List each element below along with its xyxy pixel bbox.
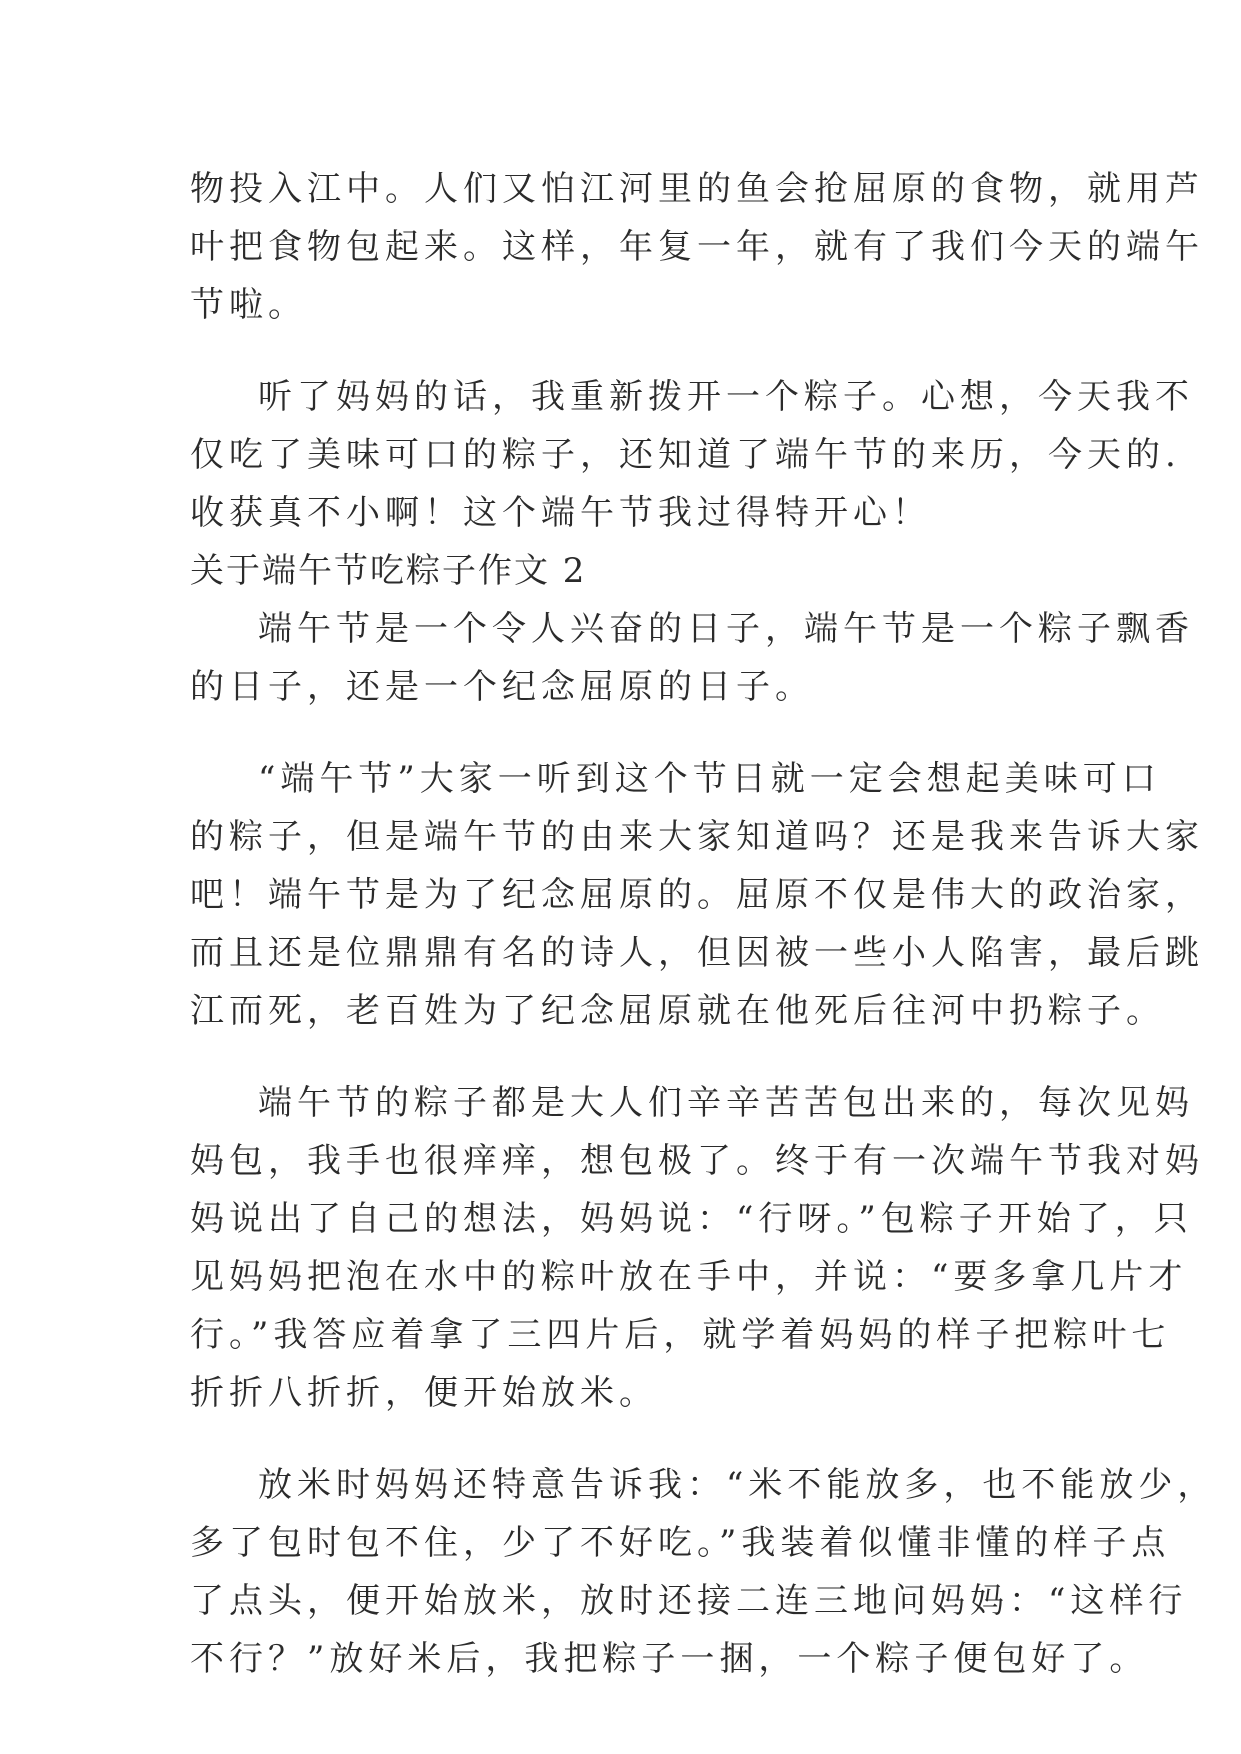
- text-line: 仅吃了美味可口的粽子，还知道了端午节的来历，今天的.: [190, 435, 1181, 475]
- text-line: 端午节是一个令人兴奋的日子，端午节是一个粽子飘香: [258, 609, 1194, 649]
- paragraph-gap: [190, 1422, 1060, 1456]
- document-body: [190, 160, 1217, 1688]
- text-line: 不行？”放好米后，我把粽子一捆，一个粽子便包好了。: [190, 1639, 1149, 1679]
- text-line: 了点头，便开始放米，放时还接二连三地问妈妈：“这样行: [190, 1581, 1188, 1621]
- text-line: 行。”我答应着拿了三四片后，就学着妈妈的样子把粽叶七: [190, 1315, 1171, 1355]
- text-line: 端午节的粽子都是大人们辛辛苦苦包出来的，每次见妈: [258, 1083, 1194, 1123]
- text-line: 妈包，我手也很痒痒，想包极了。终于有一次端午节我对妈: [190, 1141, 1204, 1181]
- paragraph-1: [190, 160, 1204, 334]
- text-line: 收获真不小啊！这个端午节我过得特开心！: [190, 493, 931, 533]
- text-line: “端午节”大家一听到这个节日就一定会想起美味可口: [258, 759, 1161, 799]
- paragraph-2: [190, 368, 1194, 542]
- text-line: 的日子，还是一个纪念屈原的日子。: [190, 667, 814, 707]
- paragraph-5: [190, 1074, 1204, 1422]
- paragraph-gap: [190, 334, 1060, 368]
- text-line: 物投入江中。人们又怕江河里的鱼会抢屈原的食物，就用芦: [190, 169, 1204, 209]
- section-heading: 关于端午节吃粽子作文 2: [190, 551, 587, 591]
- text-line: 听了妈妈的话，我重新拨开一个粽子。心想，今天我不: [258, 377, 1194, 417]
- paragraph-gap: [190, 1040, 1060, 1074]
- paragraph-4: [190, 750, 1204, 1040]
- paragraph-3: [190, 600, 1194, 716]
- text-line: 节啦。: [190, 285, 307, 325]
- text-line: 放米时妈妈还特意告诉我：“米不能放多，也不能放少，: [258, 1465, 1217, 1505]
- text-line: 多了包时包不住，少了不好吃。”我装着似懂非懂的样子点: [190, 1523, 1171, 1563]
- paragraph-6: [190, 1456, 1217, 1688]
- text-line: 妈说出了自己的想法，妈妈说：“行呀。”包粽子开始了，只: [190, 1199, 1193, 1239]
- paragraph-gap: [190, 716, 1060, 750]
- text-line: 叶把食物包起来。这样，年复一年，就有了我们今天的端午: [190, 227, 1204, 267]
- text-line: 见妈妈把泡在水中的粽叶放在手中，并说：“要多拿几片才: [190, 1257, 1188, 1297]
- text-line: 吧！端午节是为了纪念屈原的。屈原不仅是伟大的政治家，: [190, 875, 1204, 915]
- text-line: 而且还是位鼎鼎有名的诗人，但因被一些小人陷害，最后跳: [190, 933, 1204, 973]
- text-line: 的粽子，但是端午节的由来大家知道吗？还是我来告诉大家: [190, 817, 1204, 857]
- text-line: 江而死，老百姓为了纪念屈原就在他死后往河中扔粽子。: [190, 991, 1165, 1031]
- text-line: 折折八折折，便开始放米。: [190, 1373, 658, 1413]
